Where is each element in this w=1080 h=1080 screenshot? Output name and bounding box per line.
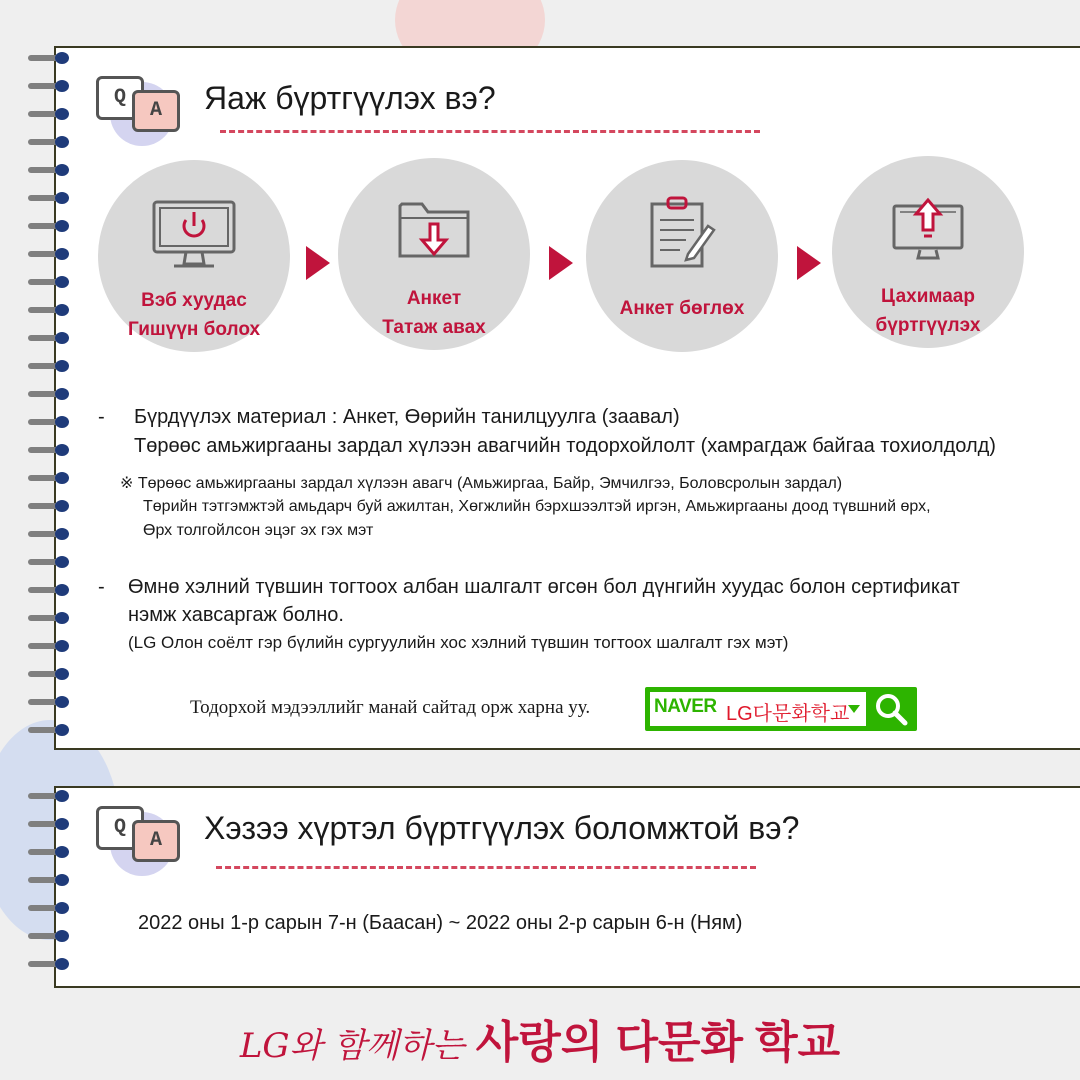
qa-icon [96, 72, 186, 152]
naver-search-box[interactable] [650, 692, 866, 726]
step-fill-form [586, 160, 778, 352]
spiral-ring [28, 388, 74, 400]
search-icon[interactable] [871, 691, 911, 727]
monitor-upload-icon [890, 196, 966, 267]
certificate-note: (LG Олон соёлт гэр бүлийн сургуулийн хос хэлний түвшин тогтоох шалгалт гэх мэт) [128, 633, 789, 652]
materials-line1: Бүрдүүлэх материал : Анкет, Өөрийн танилцуулга (заавал) [134, 406, 680, 428]
section-title-deadline: Хэзээ хүртэл бүртгүүлэх боломжтой вэ? [204, 810, 800, 846]
step-arrow-1 [306, 246, 330, 280]
step-label-line2: Татаж авах [382, 317, 486, 338]
spiral-ring [28, 724, 74, 736]
certificate-line1: Өмнө хэлний түвшин тогтоох албан шалгалт өгсөн бол дүнгийн хуудас болон сертификат [128, 576, 960, 598]
certificate-line2: нэмж хавсаргаж болно. [128, 604, 344, 626]
spiral-ring [28, 500, 74, 512]
spiral-ring [28, 930, 74, 942]
spiral-ring [28, 304, 74, 316]
footer-bold-text: 사랑의 다문화 학교 [475, 1018, 841, 1067]
spiral-ring [28, 612, 74, 624]
qa-a-bubble: A [132, 820, 180, 862]
step-label-line1: Анкет бөглөх [619, 298, 745, 319]
spiral-ring [28, 846, 74, 858]
step-register-online [832, 156, 1024, 348]
monitor-power-icon [148, 198, 240, 279]
spiral-ring [28, 874, 74, 886]
registration-date-range: 2022 оны 1-р сарын 7-н (Баасан) ~ 2022 оны 2-р сарын 6-н (Ням) [138, 912, 743, 934]
spiral-ring [28, 248, 74, 260]
qa-q-bubble: Q [96, 806, 144, 850]
step-arrow-3 [797, 246, 821, 280]
bullet-dash: - [98, 576, 105, 598]
spiral-ring [28, 696, 74, 708]
step-join-website [98, 160, 290, 352]
bullet-dash: - [98, 406, 105, 428]
step-label-line1: Вэб хуудас [141, 290, 247, 311]
spiral-ring [28, 52, 74, 64]
spiral-ring [28, 818, 74, 830]
spiral-ring [28, 584, 74, 596]
step-label-line1: Цахимаар [881, 286, 975, 307]
spiral-ring [28, 108, 74, 120]
clipboard-pen-icon [644, 194, 720, 275]
naver-search-query[interactable]: LG다문화학교 [726, 703, 850, 725]
spiral-ring [28, 668, 74, 680]
spiral-ring [28, 164, 74, 176]
spiral-ring [28, 640, 74, 652]
step-download-form [338, 158, 530, 350]
spiral-ring [28, 790, 74, 802]
note-line3: Өрх толгойлсон эцэг эх гэх мэт [143, 522, 374, 539]
note-line1: ※ Төрөөс амьжиргааны зардал хүлээн авагч (Амьжиргаа, Байр, Эмчилгээ, Боловсролын зардал) [120, 475, 843, 492]
spiral-ring [28, 276, 74, 288]
chevron-down-icon[interactable] [848, 705, 860, 713]
spiral-ring [28, 192, 74, 204]
step-label-line1: Анкет [406, 288, 462, 309]
naver-logo: NAVER [654, 696, 717, 717]
section-title-how-to-register: Яаж бүртгүүлэх вэ? [204, 80, 496, 116]
spiral-ring [28, 444, 74, 456]
materials-line2: Төрөөс амьжиргааны зардал хүлээн авагчийн тодорхойлолт (хамрагдаж байгаа тохиолдолд) [134, 435, 996, 457]
footer-slogan [0, 1006, 1080, 1070]
step-label-line2: Гишүүн болох [127, 319, 261, 340]
note-line2: Төрийн тэтгэмжтэй амьдарч буй ажилтан, Хөгжлийн бэрхшээлтэй иргэн, Амьжиргааны доод түвшний өрх, [143, 498, 931, 515]
spiral-ring [28, 472, 74, 484]
site-text: Тодорхой мэдээллийг манай сайтад орж харна уу. [190, 697, 591, 718]
footer-script-text: LG와 함께하는 [239, 1026, 465, 1066]
naver-search-bar[interactable] [645, 687, 917, 731]
title-underline [216, 866, 756, 869]
spiral-ring [28, 416, 74, 428]
spiral-ring [28, 136, 74, 148]
spiral-ring [28, 958, 74, 970]
qa-q-bubble: Q [96, 76, 144, 120]
qa-a-bubble: A [132, 90, 180, 132]
step-label-line2: бүртгүүлэх [875, 315, 981, 336]
folder-download-icon [396, 198, 472, 269]
spiral-ring [28, 220, 74, 232]
title-underline [220, 130, 760, 133]
spiral-ring [28, 902, 74, 914]
spiral-ring [28, 332, 74, 344]
spiral-ring [28, 360, 74, 372]
spiral-ring [28, 80, 74, 92]
qa-icon [96, 802, 186, 882]
step-arrow-2 [549, 246, 573, 280]
spiral-ring [28, 528, 74, 540]
spiral-ring [28, 556, 74, 568]
